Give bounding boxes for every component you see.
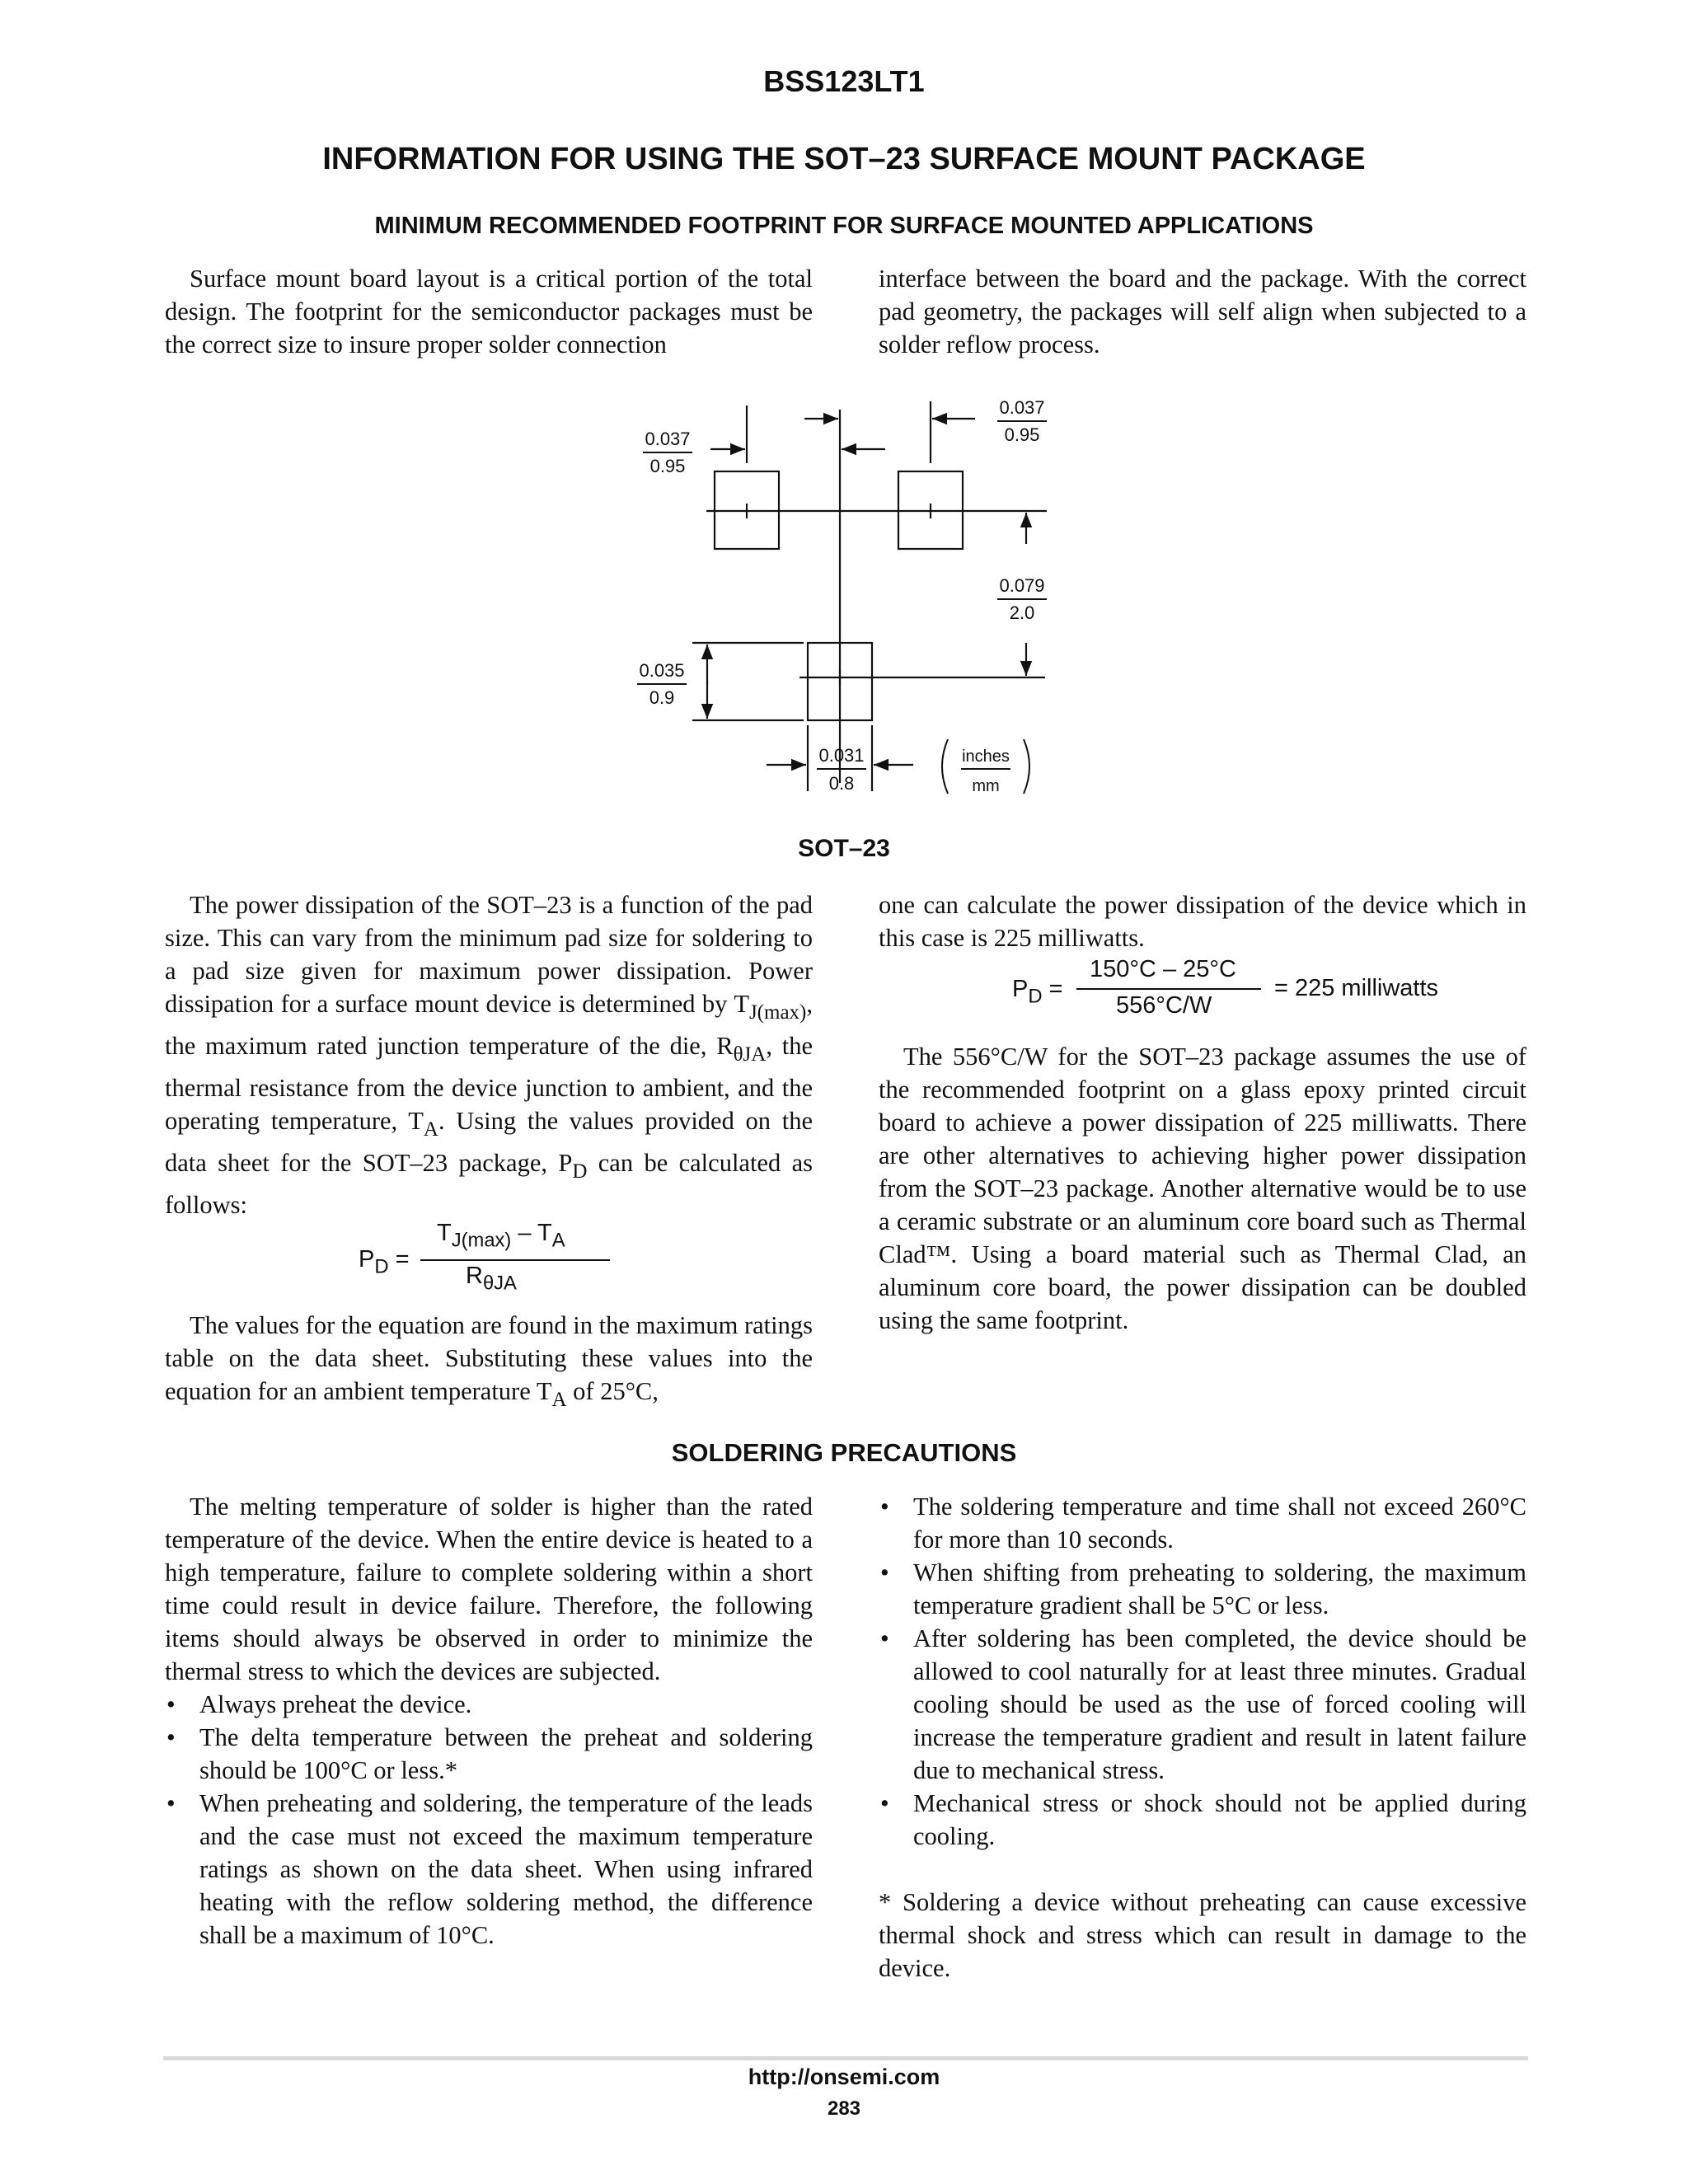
power-right-paragraph-1: one can calculate the power dissipation of the device which in this case is 225 milliwatts. bbox=[879, 891, 1526, 952]
equation-result-numerator: 150°C – 25°C bbox=[1090, 956, 1236, 982]
soldering-bullet-left-2: • The delta temperature between the preheat and soldering should be 100°C or less.* bbox=[166, 1723, 813, 1784]
units-mm: mm bbox=[972, 777, 1000, 795]
dim-left-pitch-inches: 0.037 bbox=[645, 429, 691, 449]
dim-height-mm: 2.0 bbox=[1009, 602, 1035, 623]
power-right-column-2 bbox=[879, 1040, 1526, 1337]
page-number: 283 bbox=[827, 2097, 861, 2120]
equation-pd-lhs: $P_D$ = bbox=[359, 1246, 410, 1278]
units-inches: inches bbox=[962, 748, 1010, 766]
equation-pd-numerator: $T_{J(max)} - T_A$ bbox=[437, 1220, 565, 1252]
units-paren-right bbox=[1024, 739, 1029, 794]
dim-right-pitch-mm: 0.95 bbox=[1004, 424, 1040, 445]
power-right-column bbox=[879, 888, 1526, 954]
power-left-paragraph-2: The values for the equation are found in the maximum ratings table on the data sheet. Substituting these values into the equation for an ambient temperature $T_A$ of 25°C, bbox=[165, 1311, 813, 1411]
soldering-left-column bbox=[165, 1490, 813, 1952]
power-right-paragraph-2: The 556°C/W for the SOT–23 package assumes the use of the recommended footprint on a glass epoxy printed circuit board to achieve a power dissipation of 225 milliwatts. There are other alternatives to achieving higher power dissipation from the SOT–23 package. Another alternative would be to use a ceramic substrate or an aluminum core board such as Thermal Clad™. Using a board material such as Thermal Clad, an aluminum core board, the power dissipation can be doubled using the same footprint. bbox=[879, 1043, 1526, 1334]
dim-height-inches: 0.079 bbox=[999, 575, 1045, 596]
soldering-bullet-right-3: • After soldering has been completed, the device should be allowed to cool naturally for at least three minutes. Gradual cooling should be used as the use of forced cooling will increase the temperature gradient and result in latent failure due to mechanical stress. bbox=[880, 1624, 1526, 1784]
dim-right-pitch-inches: 0.037 bbox=[999, 397, 1045, 418]
dim-pad-width-mm: 0.8 bbox=[828, 773, 855, 794]
soldering-title: SOLDERING PRECAUTIONS bbox=[671, 1438, 1017, 1467]
soldering-bullet-left-3: • When preheating and soldering, the temperature of the leads and the case must not exceed the maximum temperature ratings as shown on the data sheet. When using infrared heating with the reflow soldering method, the difference shall be a maximum of 10°C. bbox=[166, 1789, 813, 1949]
page-title: INFORMATION FOR USING THE SOT–23 SURFACE MOUNT PACKAGE bbox=[322, 142, 1366, 176]
soldering-bullet-right-2: • When shifting from preheating to soldering, the maximum temperature gradient shall be 5°C or less. bbox=[880, 1558, 1526, 1619]
footer-url[interactable]: http://onsemi.com bbox=[748, 2064, 940, 2089]
footer-divider bbox=[163, 2056, 1528, 2060]
equation-result-value: = 225 milliwatts bbox=[1274, 975, 1439, 1001]
power-left-column bbox=[165, 888, 813, 1221]
part-number: BSS123LT1 bbox=[763, 64, 925, 98]
equation-pd-denominator: $R_{\theta JA}$ bbox=[466, 1263, 517, 1295]
equation-result-denominator: 556°C/W bbox=[1116, 992, 1212, 1019]
power-left-column-2 bbox=[165, 1309, 813, 1417]
equation-result-lhs: $P_D$ = bbox=[1012, 976, 1063, 1008]
soldering-bullet-right-1: • The soldering temperature and time shall not exceed 260°C for more than 10 seconds. bbox=[880, 1493, 1526, 1554]
equation-result-fraction-bar bbox=[1076, 988, 1261, 990]
dim-pad-width-inches: 0.031 bbox=[818, 745, 865, 766]
intro-left-text: Surface mount board layout is a critical portion of the total design. The footprint for the semiconductor packages must be the correct size to insure proper solder connection bbox=[165, 265, 813, 359]
units-paren-left bbox=[942, 739, 948, 794]
soldering-right-column bbox=[879, 1490, 1526, 1985]
dim-pad-height-mm: 0.9 bbox=[649, 687, 675, 708]
package-label: SOT–23 bbox=[798, 835, 890, 862]
intro-right-text: interface between the board and the package. With the correct pad geometry, the packages will self align when subjected to a solder reflow process. bbox=[879, 265, 1526, 359]
dim-pad-height-inches: 0.035 bbox=[639, 660, 685, 681]
soldering-bullet-right-4: • Mechanical stress or shock should not be applied during cooling. bbox=[880, 1789, 1526, 1850]
footprint-diagram bbox=[0, 0, 1688, 832]
power-left-paragraph-1: The power dissipation of the SOT–23 is a function of the pad size. This can vary from the minimum pad size for soldering to a pad size given for maximum power dissipation. Power dissipation for a surface mount device is determined by $T_{J(max)}$, the maximum rated junction temperature of the die, $R_{\theta JA}$, the thermal resistance from the device junction to ambient, and the operating temperature, $T_A$. Using the values provided on the data sheet for the SOT–23 package, $P_D$ can be calculated as follows: bbox=[165, 891, 814, 1219]
soldering-bullet-left-1: • Always preheat the device. bbox=[166, 1690, 472, 1718]
soldering-intro: The melting temperature of solder is higher than the rated temperature of the device. When the entire device is heated to a high temperature, failure to complete soldering within a short time could result in device failure. Therefore, the following items should always be observed in order to minimize the thermal stress to which the devices are subjected. bbox=[165, 1493, 813, 1685]
soldering-footnote: * Soldering a device without preheating can cause excessive thermal shock and stress which can result in damage to the device. bbox=[879, 1888, 1526, 1982]
dim-left-pitch-mm: 0.95 bbox=[649, 456, 686, 476]
section-subtitle: MINIMUM RECOMMENDED FOOTPRINT FOR SURFACE MOUNTED APPLICATIONS bbox=[374, 213, 1314, 239]
equation-pd-fraction-bar bbox=[420, 1259, 610, 1261]
